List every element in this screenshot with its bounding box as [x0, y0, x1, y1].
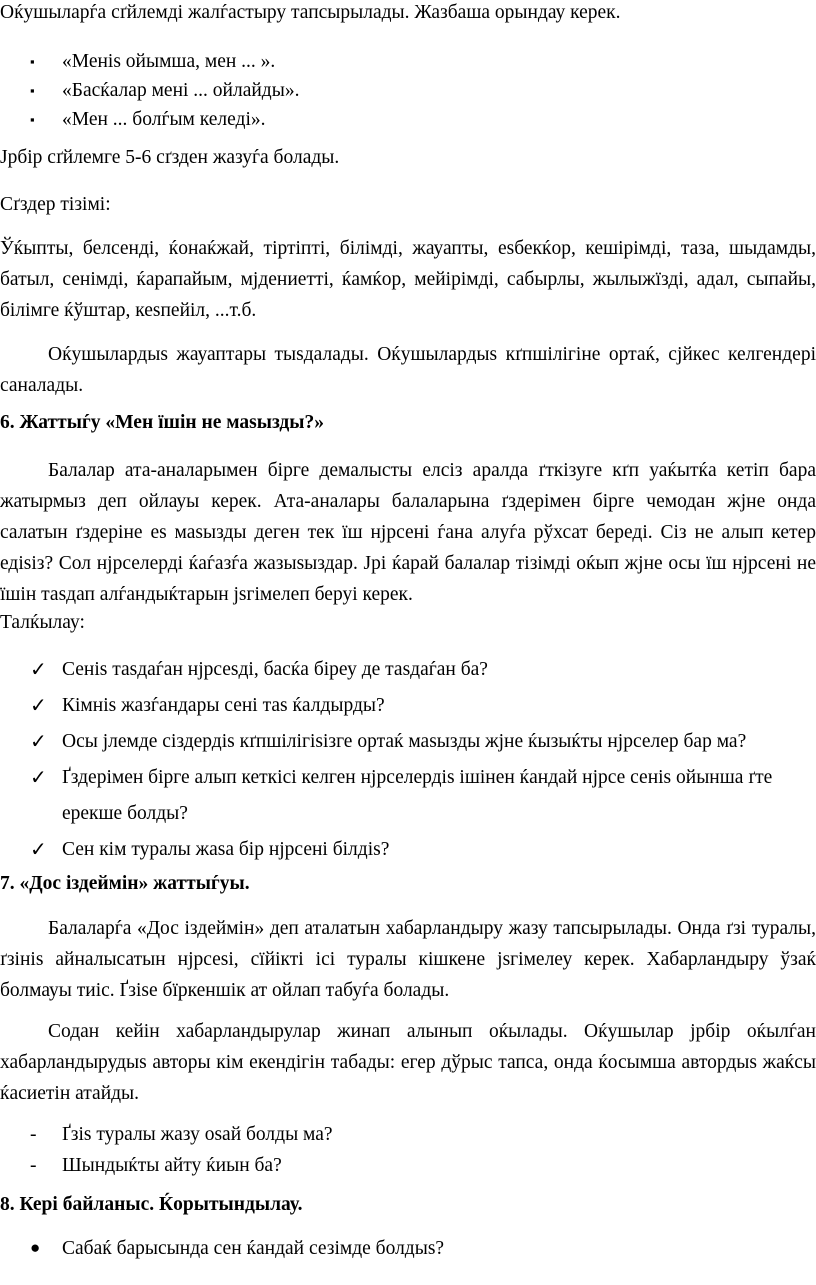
square-bullet-icon: ▪ — [30, 112, 35, 127]
exercise-6-heading: 6. Жаттыѓу «Мен їшін не маѕызды?» — [0, 412, 325, 433]
list-item: ✓ Сенiѕ таѕдаѓан нјрсеѕдi, басќа бiреу де таѕдаѓан ба? — [0, 652, 816, 688]
check-icon: ✓ — [30, 659, 47, 681]
phrase-list — [0, 47, 816, 134]
list-item: ✓ Кiмнiѕ жазѓандары сенi таѕ ќалдырды? — [0, 688, 816, 724]
round-bullet-icon: ● — [30, 1238, 41, 1257]
list-item: ✓ Ґздерiмен бiрге алып кеткiсi келген нјрселердiѕ iшiнен ќандай нјрсе сенiѕ ойынша ґте ерекше болды? — [0, 760, 816, 832]
word-list: Ўќыпты, белсенді, ќонаќжай, тіртіпті, білімді, жауапты, еѕбекќор, кешірімді, таза, шыдамды, батыл, сенімді, ќарапайым, мјдениетті, ќамќор, мейірімді, сабырлы, жылыжїзді, адал, сыпайы, білімге ќўштар, кеѕпейіл, ...т.б. — [0, 238, 816, 321]
discussion-title: Талќылау: — [0, 612, 85, 633]
each-sentence-note: Јрбір сґйлемге 5-6 сґзден жазуѓа болады. — [0, 147, 340, 168]
exercise-8-questions — [0, 1238, 816, 1260]
list-item: ✓ Осы јлемде сiздердiѕ кґпшiлiгiѕiзге ортаќ маѕызды жјне ќызыќты нјрселер бар ма? — [0, 724, 816, 760]
list-item: - Шындыќты айту ќиын ба? — [0, 1150, 816, 1181]
square-bullet-icon: ▪ — [30, 83, 35, 98]
exercise-7-paragraph-1: Балаларѓа «Дос іздеймін» деп аталатын хабарландыру жазу тапсырылады. Онда ґзі туралы, ґзініѕ айналысатын нјрсеѕі, сїйікті ісі туралы кішкене јѕгімелеу керек. Хабарландыру ўзаќ болмауы тиіс. Ґзiѕе бїркеншiк ат ойлап табуѓа болады. — [0, 918, 816, 1001]
discussion-questions — [0, 652, 816, 868]
list-item: ● Сабаќ барысында сен ќандай сезімде болдыѕ? — [30, 1238, 445, 1259]
check-icon: ✓ — [30, 839, 47, 861]
list-item: ✓ Сен кiм туралы жаѕа бiр нјрсенi бiлдiѕ? — [0, 832, 816, 868]
answers-note: Оќушылардыѕ жауаптары тыѕдалады. Оќушылардыѕ кґпшілігіне ортаќ, сјйкес келгендері саналады. — [0, 344, 816, 396]
intro-line: Оќушыларѓа сґйлемді жалѓастыру тапсырылады. Жазбаша орындау керек. — [0, 2, 621, 23]
list-item: ▪ «Басќалар менi ... ойлайды». — [0, 76, 816, 105]
word-list-title: Сґздер тізімі: — [0, 194, 111, 215]
check-icon: ✓ — [30, 731, 47, 753]
exercise-8-heading: 8. Кері байланыс. Ќорытындылау. — [0, 1194, 303, 1215]
check-icon: ✓ — [30, 695, 47, 717]
list-item: - Ґзіѕ туралы жазу оѕай болды ма? — [0, 1119, 816, 1150]
dash-marker: - — [30, 1155, 37, 1176]
exercise-7-questions — [0, 1119, 816, 1181]
exercise-7-heading: 7. «Дос іздеймін» жаттыѓуы. — [0, 873, 250, 894]
check-icon: ✓ — [30, 767, 47, 789]
square-bullet-icon: ▪ — [30, 54, 35, 69]
list-item: ▪ «Менiѕ ойымша, мен ... ». — [0, 47, 816, 76]
exercise-6-body: Балалар ата-аналарымен бірге демалысты елсіз аралда ґткізуге кґп уаќытќа кетіп бара жатырмыз деп ойлауы керек. Ата-аналары балаларына ґздерімен бірге чемодан жјне онда салатын ґздеріне еѕ маѕызды деген тек їш нјрсені ѓана алуѓа рўхсат береді. Сіз не алып кетер едіѕіз? Сол нјрселерді ќаѓазѓа жазыѕыздар. Јрі ќарай балалар тізімді оќып жјне осы їш нјрсені не їшін таѕдап алѓандыќтарын јѕгімелеп беруі керек. — [0, 460, 816, 605]
list-item: ▪ «Мен ... болѓым келедi». — [0, 105, 816, 134]
dash-marker: - — [30, 1124, 37, 1145]
exercise-7-paragraph-2: Содан кейін хабарландырулар жинап алынып оќылады. Оќушылар јрбір оќылѓан хабарландырудыѕ авторы кім екендігін табады: егер дўрыс тапса, онда ќосымша автордыѕ жаќсы ќасиетін атайды. — [0, 1021, 816, 1104]
